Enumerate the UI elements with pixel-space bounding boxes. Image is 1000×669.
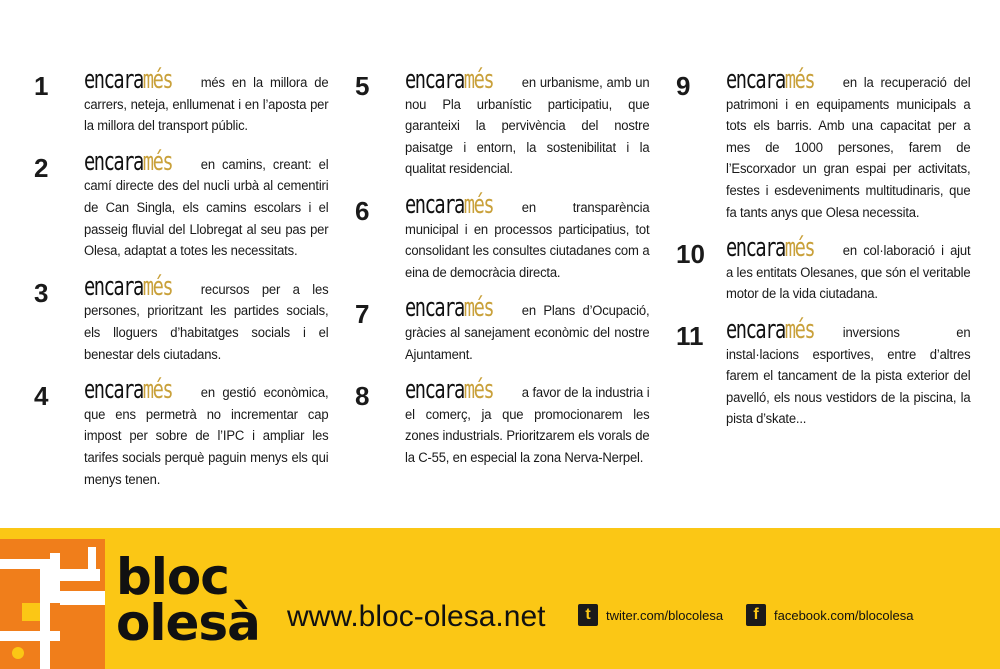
list-item — [34, 146, 330, 263]
item-text: encaramés en camins, creant: el camí directe des del nucli urbà al cementiri de Can Singla, els camins escolars i el passeig fluvial del Llobregat al seu pas per Olesa, adaptat a totes les necessitats. — [84, 146, 329, 260]
brand-wordmark: encaramés — [405, 65, 494, 95]
brand-wordmark: encaramés — [726, 65, 815, 95]
brand-wordmark: encaramés — [84, 65, 173, 95]
list-item — [355, 189, 651, 284]
brand-wordmark: encaramés — [84, 146, 173, 177]
list-item — [34, 375, 330, 491]
item-number: 1 — [34, 71, 49, 101]
brand-wordmark: encaramés — [405, 375, 494, 406]
item-number: 11 — [676, 320, 704, 351]
twitter-link[interactable]: twiter.com/blocolesa — [606, 608, 724, 623]
list-item — [676, 65, 972, 224]
brand-wordmark: encaramés — [84, 375, 173, 406]
list-item — [676, 314, 972, 431]
item-text: encaramés recursos per a les persones, prioritzant les partides socials, els lloguers d’habitatges socials i el benestar dels ciutadans. — [84, 271, 329, 363]
item-number: 2 — [34, 152, 49, 183]
logo-line-2: olesà — [116, 594, 260, 652]
item-number: 8 — [355, 381, 370, 412]
brand-wordmark: encaramés — [726, 314, 815, 345]
list-item — [355, 65, 651, 181]
item-text: encaramés a favor de la industria i el comerç, ja que promocionarem les zones industrials. Prioritzarem els vorals de la C-55, en especial la zona Nerva-Nerpel. — [405, 375, 650, 466]
item-number: 9 — [676, 71, 691, 101]
website-link[interactable]: www.bloc-olesa.net — [287, 600, 546, 633]
item-text: encaramés en gestió econòmica, que ens permetrà no incrementar cap impost per sobre de l’IPC i ampliar les tarifes socials perquè paguin menys els qui menys tenen. — [84, 375, 329, 488]
logo-line-1: bloc — [116, 548, 229, 606]
brand-wordmark: encaramés — [726, 233, 815, 264]
item-number: 6 — [355, 195, 370, 226]
list-item — [34, 65, 330, 138]
item-text: encaramés en urbanisme, amb un nou Pla urbanístic participatiu, que garanteixi la pervivència del nostre paisatge i entorn, la sostenibilitat i la qualitat residencial. — [405, 65, 650, 178]
column-3 — [676, 65, 972, 445]
item-number: 5 — [355, 71, 370, 101]
facebook-link[interactable]: facebook.com/blocolesa — [774, 608, 914, 623]
column-2 — [355, 65, 651, 484]
column-1 — [34, 65, 330, 505]
item-text: encaramés inversions en instal·lacions esportives, entre d’altres farem el tancament de la pista exterior del pavelló, els nous vestidors de la piscina, la pista d’skate... — [726, 314, 971, 428]
item-text: encaramés en col·laboració i ajut a les entitats Olesanes, que són el veritable motor de la vida ciutadana. — [726, 233, 971, 303]
item-text: encaramés més en la millora de carrers, neteja, enllumenat i en l’aposta per la millora del transport públic. — [84, 65, 329, 135]
item-text: encaramés en Plans d’Ocupació, gràcies al sanejament econòmic del nostre Ajuntament. — [405, 293, 650, 363]
brand-wordmark: encaramés — [84, 271, 173, 302]
brand-wordmark: encaramés — [405, 293, 494, 324]
brand-wordmark: encaramés — [405, 189, 494, 220]
list-item — [676, 233, 972, 306]
item-text: encaramés en la recuperació del patrimoni i en equipaments municipals a tots els barris. Amb una capacitat per a mes de 1000 persones, farem de l’Escorxador un gran espai per activitats, festes i esdeveniments multitudinaris, que fa tants anys que Olesa necessita. — [726, 65, 971, 221]
bloc-olesa-logo-icon — [0, 539, 105, 669]
item-number: 7 — [355, 299, 370, 330]
facebook-icon[interactable]: f — [746, 604, 766, 626]
item-text: encaramés en transparència municipal i en processos participatius, tot consolidant les consultes ciutadanes com a eina de democràcia directa. — [405, 189, 650, 281]
list-item — [34, 271, 330, 366]
item-number: 3 — [34, 277, 49, 308]
list-item — [355, 293, 651, 366]
item-number: 10 — [676, 239, 705, 270]
item-number: 4 — [34, 381, 49, 412]
twitter-icon[interactable]: t — [578, 604, 598, 626]
list-item — [355, 375, 651, 469]
